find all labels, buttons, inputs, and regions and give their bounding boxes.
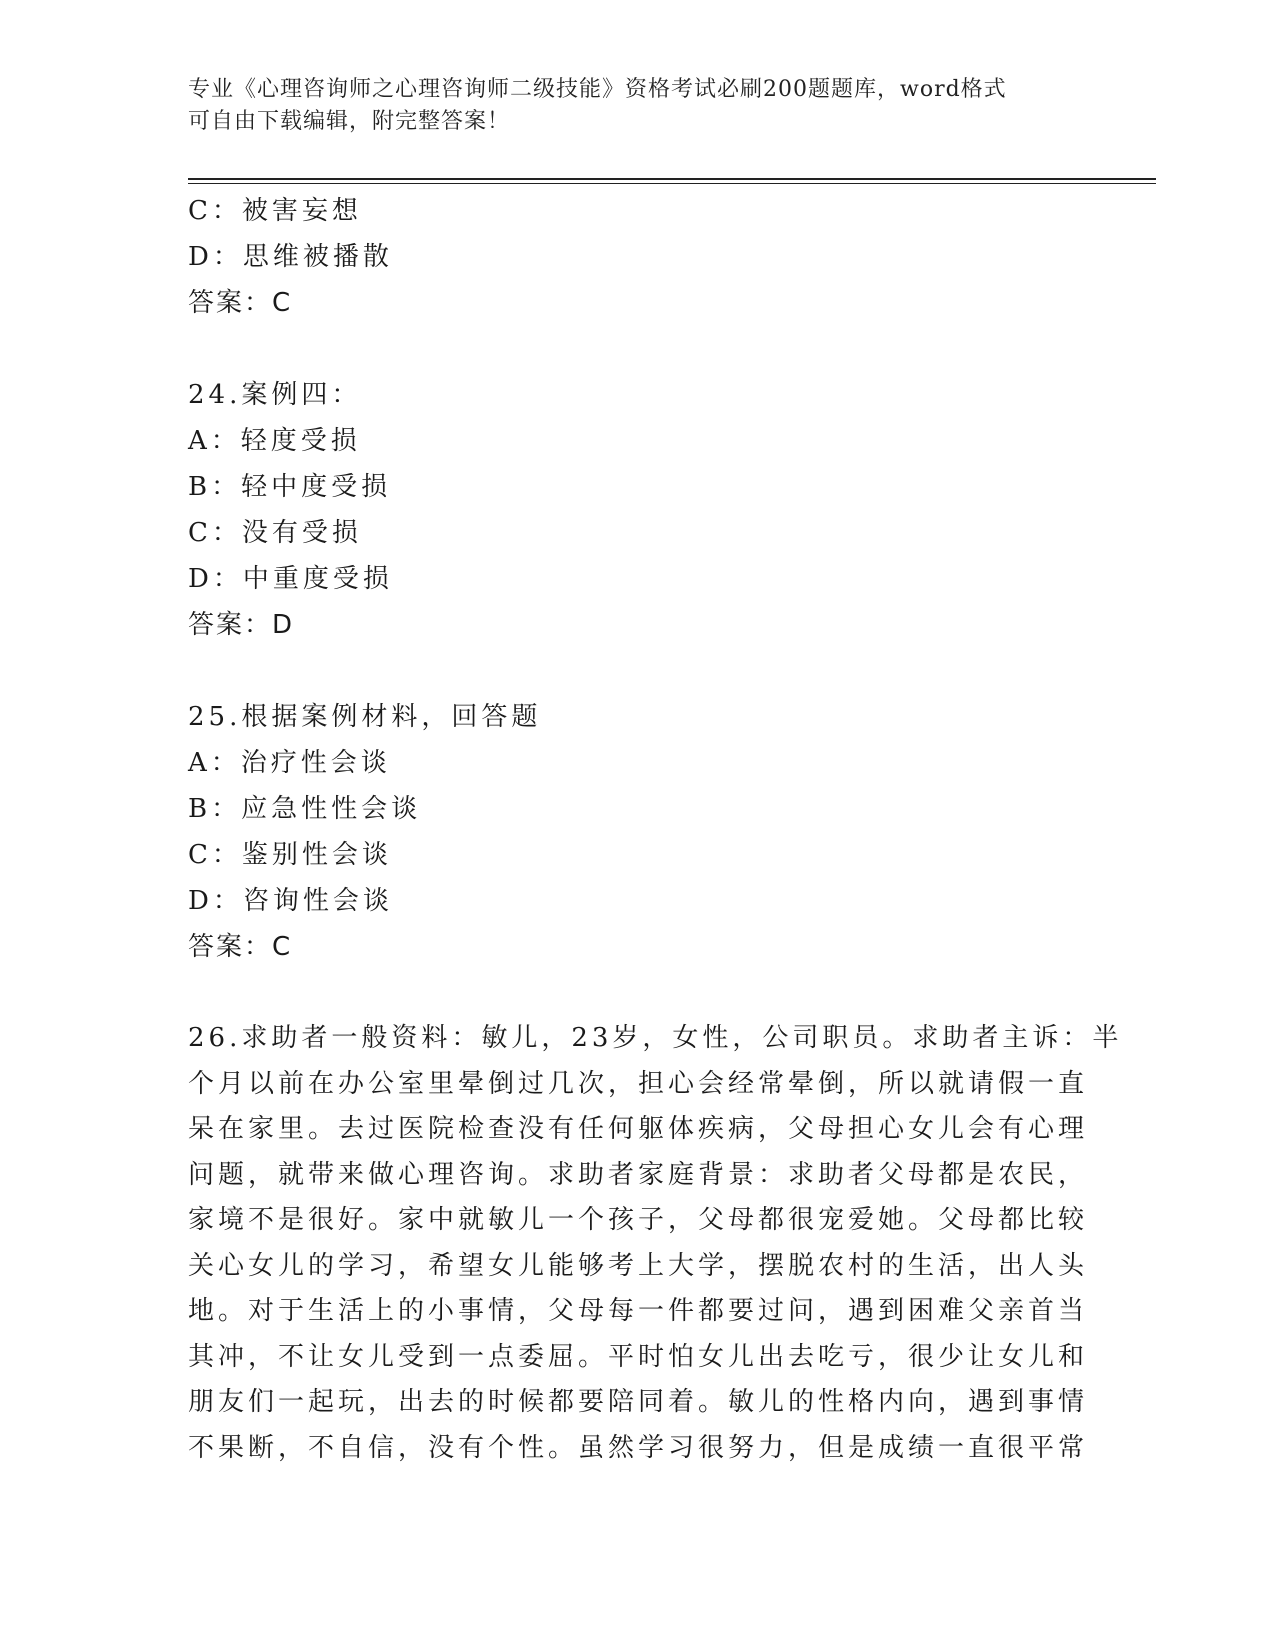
answer-line: 答案：C [188, 288, 293, 318]
option-d: D：思维被播散 [188, 242, 393, 272]
case-text-line: 地。对于生活上的小事情，父母每一件都要过问，遇到困难父亲首当 [188, 1296, 1089, 1326]
spacer [188, 648, 1088, 694]
answer-line: 答案：C [188, 932, 293, 962]
header-divider-thin [188, 183, 1156, 184]
header-title-line-1: 专业《心理咨询师之心理咨询师二级技能》资格考试必刷200题题库，word格式 [188, 77, 1007, 102]
spacer [188, 326, 1088, 372]
case-text-line: 其冲，不让女儿受到一点委屈。平时怕女儿出去吃亏，很少让女儿和 [188, 1341, 1089, 1372]
question-23-tail [188, 188, 1088, 326]
option-b: B：轻中度受损 [188, 472, 392, 502]
case-text-line: 问题，就带来做心理咨询。求助者家庭背景：求助者父母都是农民， [188, 1159, 1089, 1190]
case-text-line: 呆在家里。去过医院检查没有任何躯体疾病，父母担心女儿会有心理 [188, 1114, 1089, 1144]
document-header [188, 74, 1068, 138]
question-stem: 24.案例四： [188, 380, 362, 410]
case-text-line: 个月以前在办公室里晕倒过几次，担心会经常晕倒，所以就请假一直 [188, 1068, 1089, 1099]
case-text-line: 朋友们一起玩，出去的时候都要陪同着。敏儿的性格内向，遇到事情 [188, 1387, 1089, 1417]
case-text-line: 关心女儿的学习，希望女儿能够考上大学，摆脱农村的生活，出人头 [188, 1250, 1089, 1281]
document-body [188, 188, 1123, 1471]
option-d: D：中重度受损 [188, 564, 393, 594]
question-25 [188, 694, 1088, 970]
answer-line: 答案：D [188, 610, 295, 640]
option-d: D：咨询性会谈 [188, 886, 393, 916]
option-c: C：没有受损 [188, 518, 362, 548]
question-24 [188, 372, 1088, 648]
question-26-case-text [188, 1016, 1123, 1471]
case-text-line: 不果断，不自信，没有个性。虽然学习很努力，但是成绩一直很平常 [188, 1432, 1089, 1463]
option-b: B：应急性性会谈 [188, 794, 422, 824]
option-a: A：治疗性会谈 [188, 748, 391, 778]
case-text-line: 26.求助者一般资料：敏儿，23岁，女性，公司职员。求助者主诉：半 [188, 1023, 1123, 1053]
option-c: C：被害妄想 [188, 196, 362, 226]
option-a: A：轻度受损 [188, 426, 361, 456]
spacer [188, 970, 1088, 1016]
header-title-line-2: 可自由下载编辑，附完整答案！ [188, 109, 511, 134]
header-divider-thick [188, 178, 1156, 180]
question-stem: 25.根据案例材料，回答题 [188, 702, 542, 732]
option-c: C：鉴别性会谈 [188, 840, 392, 870]
case-text-line: 家境不是很好。家中就敏儿一个孩子，父母都很宠爱她。父母都比较 [188, 1205, 1089, 1235]
